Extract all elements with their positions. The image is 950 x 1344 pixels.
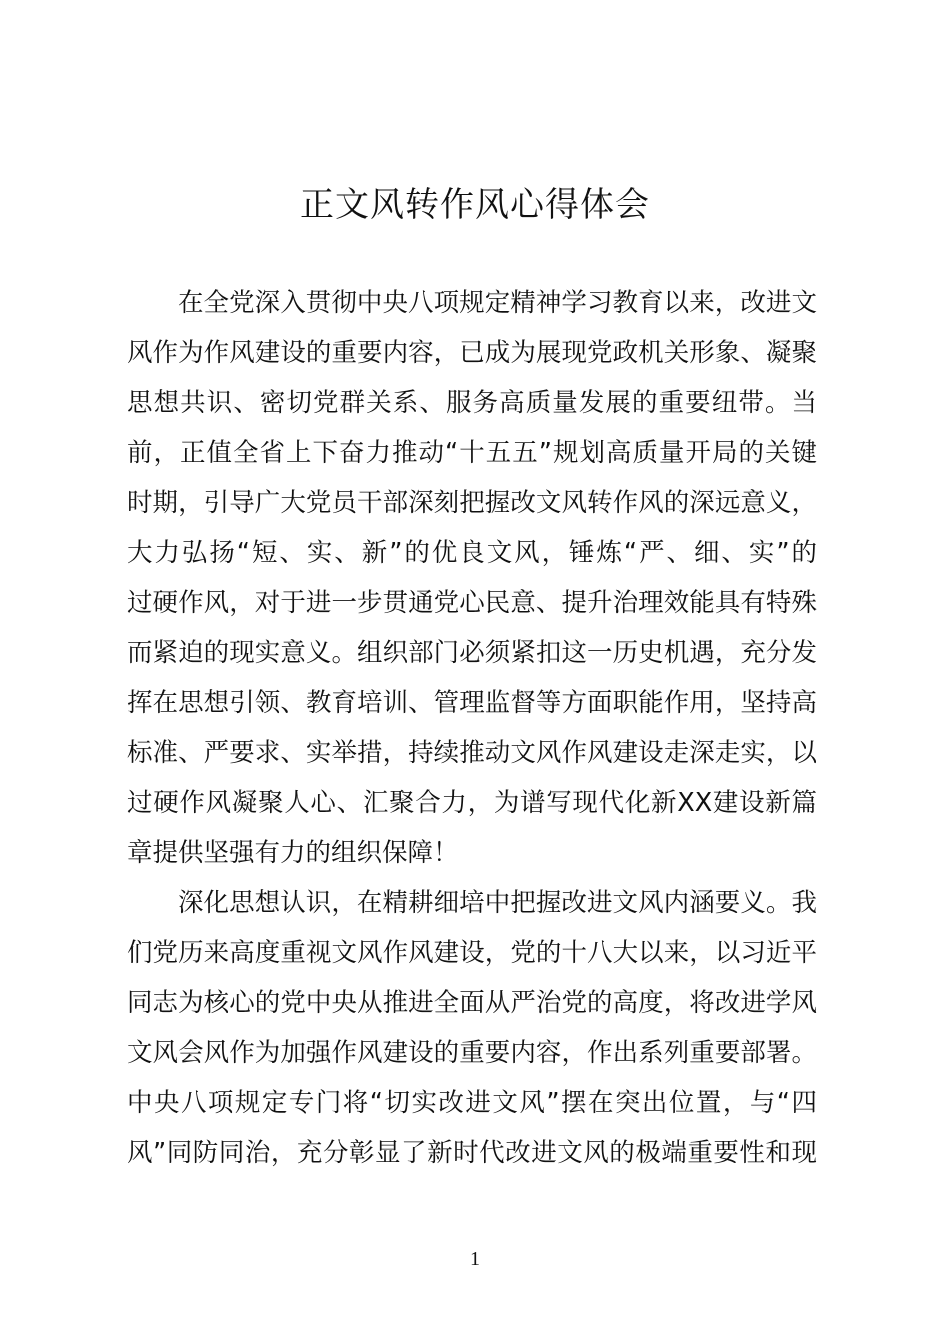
text-line: 们党历来高度重视文风作风建设，党的十八大以来，以习近平 — [127, 938, 817, 968]
text-line: 深化思想认识，在精耕细培中把握改进文风内涵要义。我 — [178, 888, 817, 918]
text-line: 中央八项规定专门将“切实改进文风”摆在突出位置，与“四 — [127, 1088, 817, 1118]
paragraph-1 — [127, 278, 817, 878]
text-line: 文风会风作为加强作风建设的重要内容，作出系列重要部署。 — [127, 1038, 817, 1068]
page-number: 1 — [470, 1248, 480, 1270]
text-line: 挥在思想引领、教育培训、管理监督等方面职能作用，坚持高 — [127, 688, 817, 718]
document-body — [127, 278, 817, 1178]
text-line: 过硬作风凝聚人心、汇聚合力，为谱写现代化新XX建设新篇 — [127, 788, 817, 818]
paragraph-2 — [127, 878, 817, 1178]
text-line: 风作为作风建设的重要内容，已成为展现党政机关形象、凝聚 — [127, 338, 817, 368]
text-line: 而紧迫的现实意义。组织部门必须紧扣这一历史机遇，充分发 — [127, 638, 817, 668]
text-line: 章提供坚强有力的组织保障！ — [127, 838, 459, 868]
text-line: 大力弘扬“短、实、新”的优良文风，锤炼“严、细、实”的 — [127, 538, 817, 568]
text-line: 时期，引导广大党员干部深刻把握改文风转作风的深远意义， — [127, 488, 817, 518]
text-line: 前，正值全省上下奋力推动“十五五”规划高质量开局的关键 — [127, 438, 817, 468]
text-line: 标准、严要求、实举措，持续推动文风作风建设走深走实，以 — [127, 738, 817, 768]
text-line: 同志为核心的党中央从推进全面从严治党的高度，将改进学风 — [127, 988, 817, 1018]
text-line: 在全党深入贯彻中央八项规定精神学习教育以来，改进文 — [178, 288, 817, 318]
document-title: 正文风转作风心得体会 — [300, 185, 650, 225]
text-line: 思想共识、密切党群关系、服务高质量发展的重要纽带。当 — [127, 388, 817, 418]
text-line: 风”同防同治，充分彰显了新时代改进文风的极端重要性和现 — [127, 1138, 817, 1168]
text-line: 过硬作风，对于进一步贯通党心民意、提升治理效能具有特殊 — [127, 588, 817, 618]
